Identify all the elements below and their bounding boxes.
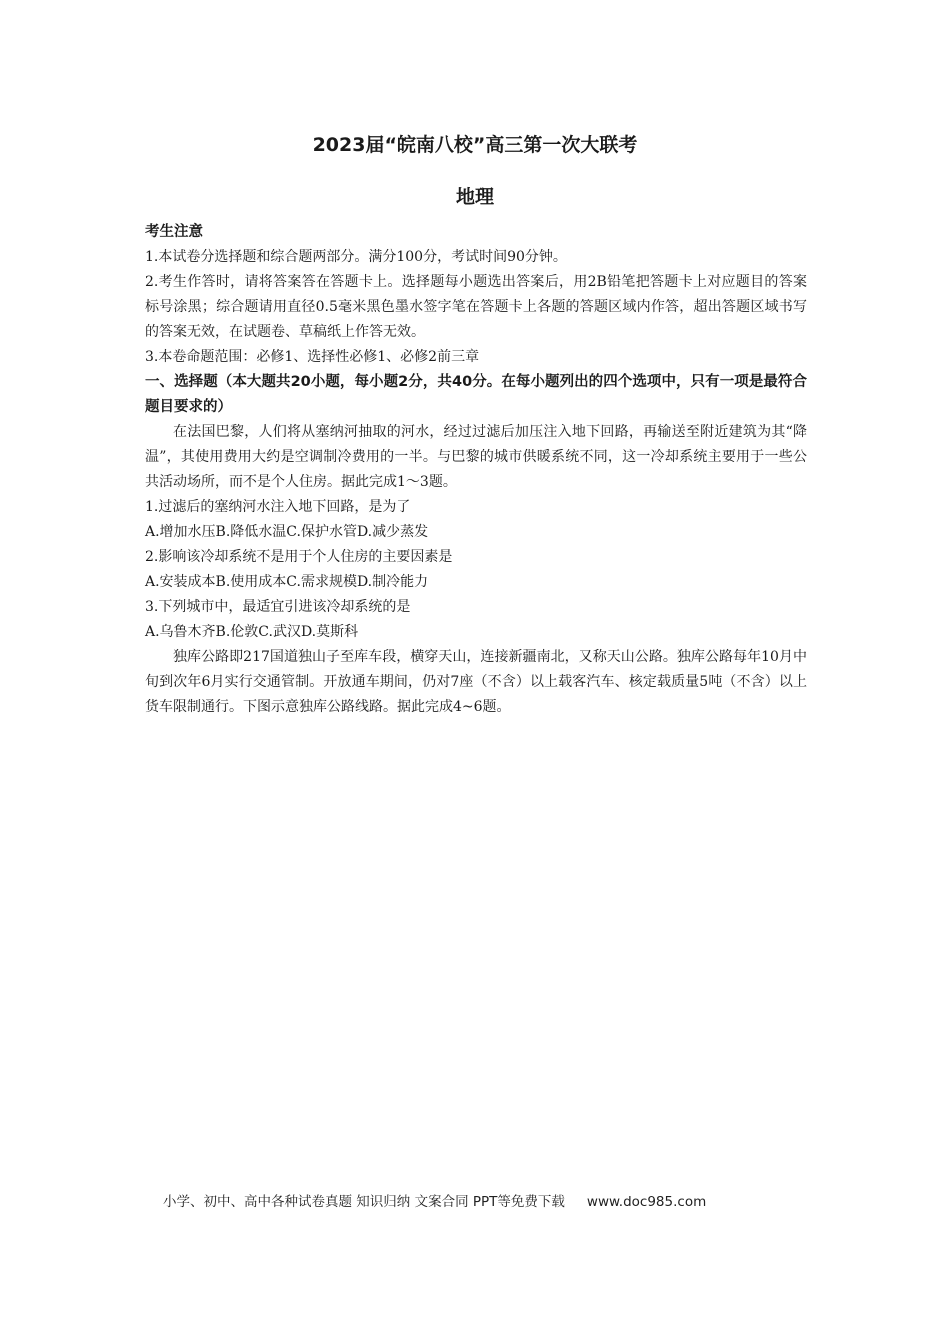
passage-paris-cooling: 在法国巴黎，人们将从塞纳河抽取的河水，经过过滤后加压注入地下回路，再输送至附近建筑为其“降温”，其使用费用大约是空调制冷费用的一半。与巴黎的城市供暖系统不同，这一冷却系统主要用于一些公共活动场所，而不是个人住房。据此完成1～3题。 xyxy=(145,424,807,490)
subject-title: 地理 xyxy=(455,186,494,208)
question-2-stem: 2.影响该冷却系统不是用于个人住房的主要因素是 xyxy=(145,549,453,565)
question-1-options: A.增加水压B.降低水温C.保护水管D.减少蒸发 xyxy=(145,524,429,540)
question-3-stem: 3.下列城市中，最适宜引进该冷却系统的是 xyxy=(145,599,411,615)
exam-title: 2023届“皖南八校”高三第一次大联考 xyxy=(312,134,638,156)
footer-text: 小学、初中、高中各种试卷真题 知识归纳 文案合同 PPT等免费下载 xyxy=(163,1194,565,1210)
page-footer xyxy=(163,1190,706,1210)
footer-site-link[interactable]: www.doc985.com xyxy=(586,1194,707,1210)
notice-item-1: 1.本试卷分选择题和综合题两部分。满分100分，考试时间90分钟。 xyxy=(145,249,567,265)
question-3-options: A.乌鲁木齐B.伦敦C.武汉D.莫斯科 xyxy=(145,624,359,640)
question-1-stem: 1.过滤后的塞纳河水注入地下回路，是为了 xyxy=(145,499,411,515)
document-body xyxy=(145,220,807,720)
section-heading: 一、选择题（本大题共20小题，每小题2分，共40分。在每小题列出的四个选项中，只有一项是最符合题目要求的） xyxy=(145,374,807,415)
passage-duku-highway: 独库公路即217国道独山子至库车段，横穿天山，连接新疆南北，又称天山公路。独库公路每年10月中旬到次年6月实行交通管制。开放通车期间，仍对7座（不含）以上载客汽车、核定载质量5吨（不含）以上货车限制通行。下图示意独库公路线路。据此完成4~6题。 xyxy=(145,649,807,715)
notice-heading: 考生注意 xyxy=(145,224,203,240)
notice-item-2: 2.考生作答时，请将答案答在答题卡上。选择题每小题选出答案后，用2B铅笔把答题卡上对应题目的答案标号涂黑；综合题请用直径0.5毫米黑色墨水签字笔在答题卡上各题的答题区域内作答，超出答题区域书写的答案无效，在试题卷、草稿纸上作答无效。 xyxy=(145,274,807,340)
question-2-options: A.安装成本B.使用成本C.需求规模D.制冷能力 xyxy=(145,574,429,590)
notice-item-3: 3.本卷命题范围：必修1、选择性必修1、必修2前三章 xyxy=(145,349,480,365)
